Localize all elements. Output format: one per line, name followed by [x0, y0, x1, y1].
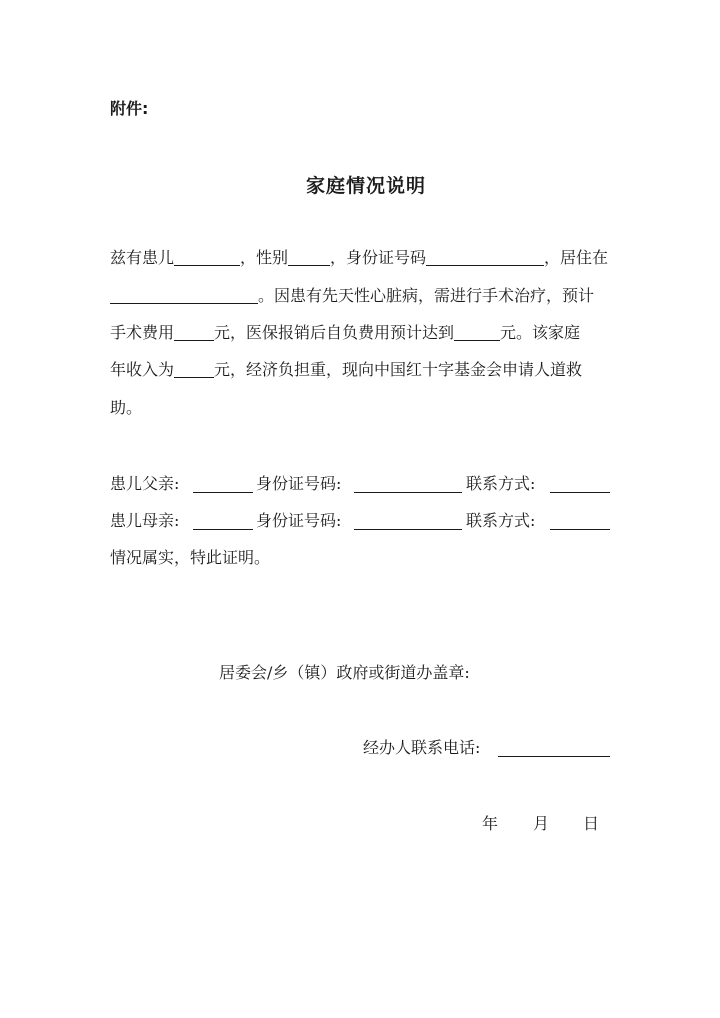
- date-month: 月: [533, 814, 550, 833]
- para-line-3: [110, 323, 580, 343]
- mother-contact-label: 联系方式:: [466, 511, 536, 530]
- para-line-2: [110, 286, 594, 306]
- certify-text: 情况属实，特此证明。: [110, 548, 271, 567]
- contact-phone-blank[interactable]: [498, 756, 610, 757]
- text-surgery-cost: 手术费用: [110, 323, 175, 342]
- date-year: 年: [482, 814, 499, 833]
- text-child-prefix: 兹有患儿: [110, 248, 175, 267]
- text-self-pay: 元，医保报销后自负费用预计达到: [214, 323, 455, 342]
- mother-label: 患儿母亲:: [110, 511, 180, 530]
- father-contact-blank[interactable]: [550, 492, 610, 493]
- surgery-cost-blank[interactable]: [174, 324, 214, 341]
- income-blank[interactable]: [174, 361, 214, 378]
- text-illness: 。因患有先天性心脏病，需进行手术治疗，预计: [258, 286, 595, 305]
- text-residence-label: ，居住在: [544, 248, 609, 267]
- para-line-1: [110, 248, 608, 268]
- mother-id-label: 身份证号码:: [256, 511, 342, 530]
- child-name-blank[interactable]: [174, 249, 240, 266]
- text-family: 元。该家庭: [500, 323, 581, 342]
- father-label: 患儿父亲:: [110, 474, 180, 493]
- address-blank[interactable]: [110, 287, 258, 304]
- text-request: 元，经济负担重，现向中国红十字基金会申请人道救: [214, 360, 583, 379]
- stamp-label: 居委会/乡（镇）政府或街道办盖章:: [219, 663, 470, 682]
- text-gender-label: ，性别: [240, 248, 289, 267]
- text-income: 年收入为: [110, 360, 175, 379]
- para-line-5: 助。: [110, 398, 143, 417]
- para-line-4: [110, 360, 582, 380]
- father-contact-label: 联系方式:: [466, 474, 536, 493]
- self-pay-blank[interactable]: [454, 324, 500, 341]
- mother-id-blank[interactable]: [354, 529, 462, 530]
- gender-blank[interactable]: [288, 249, 330, 266]
- father-id-label: 身份证号码:: [256, 474, 342, 493]
- father-name-blank[interactable]: [193, 492, 253, 493]
- text-id-label: ，身份证号码: [330, 248, 427, 267]
- mother-name-blank[interactable]: [193, 529, 253, 530]
- date-day: 日: [583, 814, 600, 833]
- document-title: 家庭情况说明: [306, 175, 427, 197]
- father-id-blank[interactable]: [354, 492, 462, 493]
- mother-contact-blank[interactable]: [550, 529, 610, 530]
- child-id-blank[interactable]: [426, 249, 544, 266]
- contact-phone-label: 经办人联系电话:: [363, 738, 481, 757]
- attachment-label: 附件:: [110, 99, 149, 118]
